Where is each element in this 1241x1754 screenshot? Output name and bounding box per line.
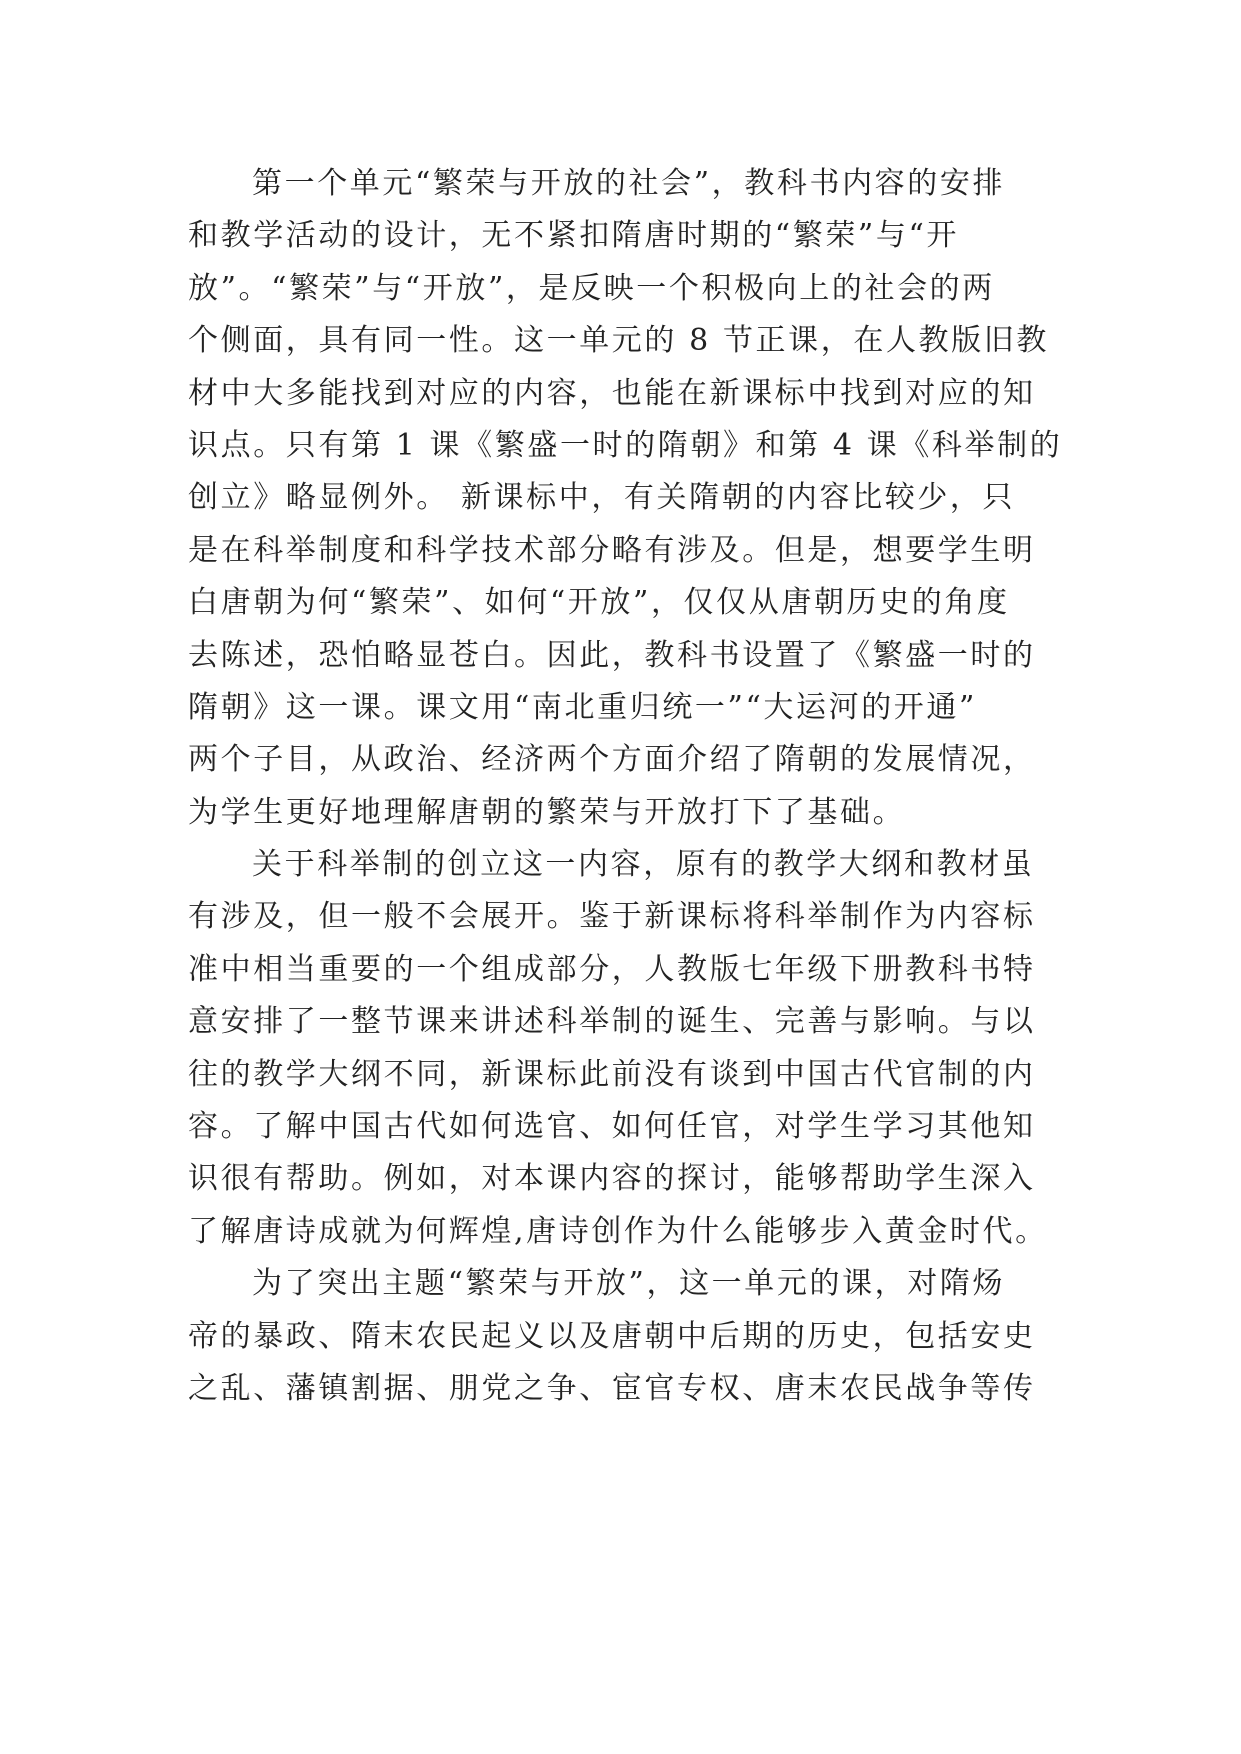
text-line: 帝的暴政、隋末农民起义以及唐朝中后期的历史，包括安史 bbox=[188, 1318, 1036, 1354]
text-line: 准中相当重要的一个组成部分，人教版七年级下册教科书特 bbox=[188, 951, 1036, 987]
text-line: 关于科举制的创立这一内容，原有的教学大纲和教材虽 bbox=[252, 847, 1035, 883]
text-line: 第一个单元“繁荣与开放的社会”，教科书内容的安排 bbox=[252, 166, 1006, 201]
text-line: 识点。只有第 1 课《繁盛一时的隋朝》和第 4 课《科举制的 bbox=[188, 427, 1063, 463]
text-line: 了解唐诗成就为何辉煌,唐诗创作为什么能够步入黄金时代。 bbox=[188, 1213, 1048, 1249]
text-line: 和教学活动的设计，无不紧扣隋唐时期的“繁荣”与“开 bbox=[188, 218, 960, 254]
text-line: 个侧面，具有同一性。这一单元的 8 节正课，在人教版旧教 bbox=[188, 323, 1049, 359]
text-line: 放”。“繁荣”与“开放”，是反映一个积极向上的社会的两 bbox=[188, 270, 995, 306]
text-line: 创立》略显例外。 新课标中，有关隋朝的内容比较少，只 bbox=[188, 480, 1016, 516]
text-line: 识很有帮助。例如，对本课内容的探讨，能够帮助学生深入 bbox=[188, 1161, 1036, 1197]
text-line: 材中大多能找到对应的内容，也能在新课标中找到对应的知 bbox=[188, 375, 1036, 411]
text-line: 两个子目，从政治、经济两个方面介绍了隋朝的发展情况， bbox=[188, 742, 1036, 778]
text-line: 之乱、藩镇割据、朋党之争、宦官专权、唐末农民战争等传 bbox=[188, 1370, 1036, 1406]
text-line: 意安排了一整节课来讲述科举制的诞生、完善与影响。与以 bbox=[188, 1004, 1036, 1040]
text-line: 为了突出主题“繁荣与开放”，这一单元的课，对隋炀 bbox=[252, 1266, 1006, 1302]
text-line: 为学生更好地理解唐朝的繁荣与开放打下了基础。 bbox=[188, 794, 906, 830]
text-line: 往的教学大纲不同，新课标此前没有谈到中国古代官制的内 bbox=[188, 1056, 1036, 1092]
text-line: 有涉及，但一般不会展开。鉴于新课标将科举制作为内容标 bbox=[188, 899, 1036, 935]
text-line: 是在科举制度和科学技术部分略有涉及。但是，想要学生明 bbox=[188, 532, 1036, 568]
text-line: 去陈述，恐怕略显苍白。因此，教科书设置了《繁盛一时的 bbox=[188, 637, 1036, 673]
text-line: 白唐朝为何“繁荣”、如何“开放”，仅仅从唐朝历史的角度 bbox=[188, 585, 1010, 621]
body-text bbox=[188, 158, 1068, 1415]
text-line: 隋朝》这一课。课文用“南北重归统一”“大运河的开通” bbox=[188, 689, 977, 725]
text-line: 容。了解中国古代如何选官、如何任官，对学生学习其他知 bbox=[188, 1109, 1036, 1145]
